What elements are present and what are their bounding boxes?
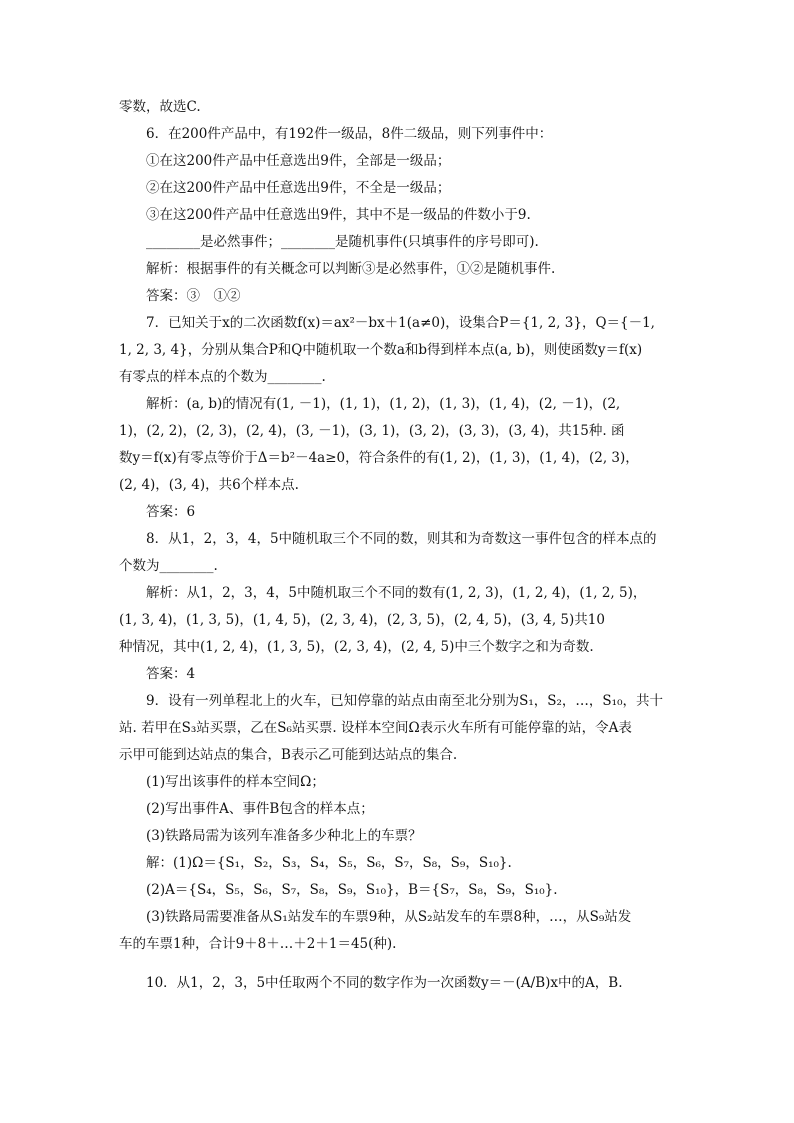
event-1: ①在这200件产品中任意选出9件，全部是一级品； xyxy=(146,153,451,169)
analysis-8-line-1: 解析：从1，2，3，4，5中随机取三个不同的数有(1, 2, 3)，(1, 2, 4)，(1, 2, 5)， xyxy=(146,585,647,601)
analysis-7-line-1: 解析：(a, b)的情况有(1, －1)，(1, 1)，(1, 2)，(1, 3)，(1, 4)，(2, －1)，(2, xyxy=(146,396,621,412)
question-7-line-3: 有零点的样本点的个数为________. xyxy=(119,369,326,385)
solution-9-part-1: 解：(1)Ω＝{S₁，S₂，S₃，S₄，S₅，S₆，S₇，S₈，S₉，S₁₀}. xyxy=(146,855,512,871)
question-9-part-2: (2)写出事件A、事件B包含的样本点； xyxy=(146,801,374,817)
solution-9-part-2: (2)A＝{S₄，S₅，S₆，S₇，S₈，S₉，S₁₀}，B＝{S₇，S₈，S₉，S₁₀}. xyxy=(146,882,558,898)
fill-blank-line: ________是必然事件；________是随机事件(只填事件的序号即可). xyxy=(146,234,539,250)
answer-8: 答案：4 xyxy=(146,666,196,682)
question-7-line-1: 7．已知关于x的二次函数f(x)＝ax²－bx＋1(a≠0)，设集合P＝{1, 2, 3}，Q＝{－1, xyxy=(146,315,655,331)
text-line-continuation: 零数，故选C. xyxy=(119,99,201,115)
question-9-part-3: (3)铁路局需为该列车准备多少种北上的车票？ xyxy=(146,828,422,844)
question-8-line-1: 8．从1，2，3，4，5中随机取三个不同的数，则其和为奇数这一事件包含的样本点的 xyxy=(146,531,657,547)
event-2: ②在这200件产品中任意选出9件，不全是一级品； xyxy=(146,180,451,196)
question-9-line-3: 示甲可能到达站点的集合，B表示乙可能到达站点的集合. xyxy=(119,747,458,763)
answer-6: 答案：③ ①② xyxy=(146,288,241,304)
analysis-7-line-3: 数y＝f(x)有零点等价于Δ＝b²－4a≥0，符合条件的有(1, 2)，(1, 3)，(1, 4)，(2, 3)， xyxy=(119,450,639,466)
solution-9-part-3-line-2: 车的车票1种，合计9＋8＋…＋2＋1＝45(种). xyxy=(119,936,397,952)
analysis-7-line-4: (2, 4)，(3, 4)，共6个样本点. xyxy=(119,477,299,493)
question-9-line-1: 9．设有一列单程北上的火车，已知停靠的站点由南至北分别为S₁，S₂，…，S₁₀，共十 xyxy=(146,693,663,709)
answer-7: 答案：6 xyxy=(146,504,196,520)
question-9-line-2: 站. 若甲在S₃站买票，乙在S₆站买票. 设样本空间Ω表示火车所有可能停靠的站，令A表 xyxy=(119,720,632,736)
question-7-line-2: 1, 2, 3, 4}，分别从集合P和Q中随机取一个数a和b得到样本点(a, b)，则使函数y＝f(x) xyxy=(119,342,643,358)
analysis-8-line-2: (1, 3, 4)，(1, 3, 5)，(1, 4, 5)，(2, 3, 4)，(2, 3, 5)，(2, 4, 5)，(3, 4, 5)共10 xyxy=(119,612,605,628)
question-8-line-2: 个数为________. xyxy=(119,558,218,574)
question-6: 6．在200件产品中，有192件一级品，8件二级品，则下列事件中： xyxy=(146,126,553,142)
analysis-8-line-3: 种情况，其中(1, 2, 4)，(1, 3, 5)，(2, 3, 4)，(2, 4, 5)中三个数字之和为奇数. xyxy=(119,639,594,655)
analysis-6: 解析：根据事件的有关概念可以判断③是必然事件，①②是随机事件. xyxy=(146,261,556,277)
event-3: ③在这200件产品中任意选出9件，其中不是一级品的件数小于9. xyxy=(146,207,531,223)
question-10: 10．从1，2，3，5中任取两个不同的数字作为一次函数y＝－(A/B)x中的A，B. xyxy=(146,975,623,991)
question-9-part-1: (1)写出该事件的样本空间Ω； xyxy=(146,774,325,790)
solution-9-part-3-line-1: (3)铁路局需要准备从S₁站发车的车票9种，从S₂站发车的车票8种，…，从S₉站发 xyxy=(146,909,632,925)
analysis-7-line-2: 1)，(2, 2)，(2, 3)，(2, 4)，(3, －1)，(3, 1)，(3, 2)，(3, 3)，(3, 4)，共15种. 函 xyxy=(119,423,625,439)
